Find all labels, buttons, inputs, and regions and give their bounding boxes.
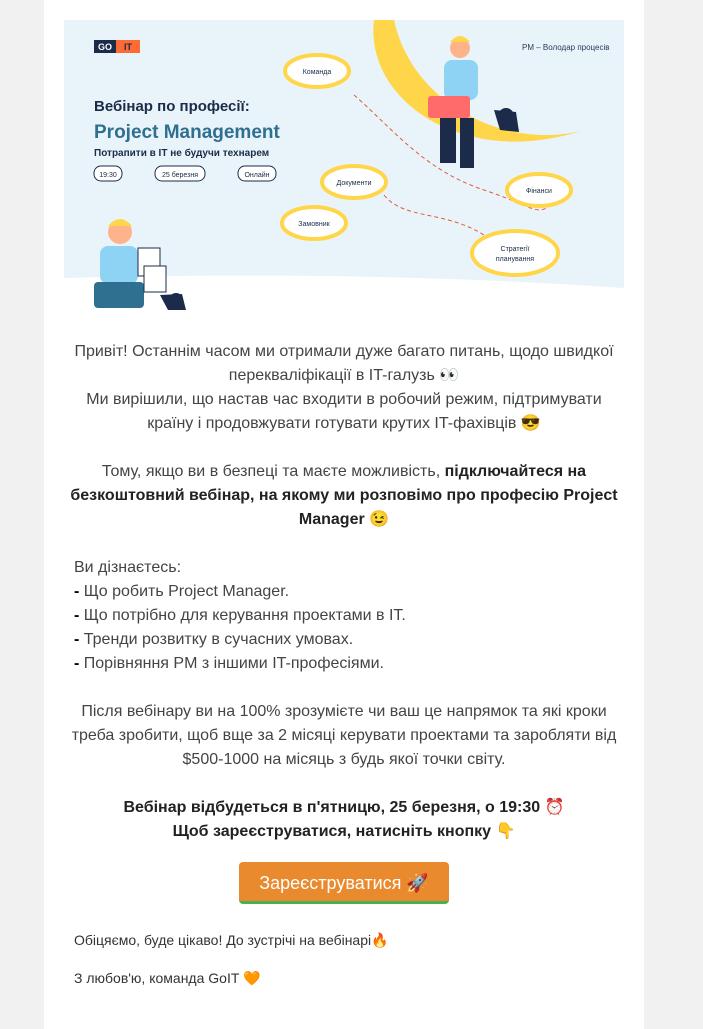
bullet-dash: - xyxy=(74,607,80,624)
learn-title: Ви дізнаєтесь: xyxy=(74,559,182,576)
bubble-strategy-2: планування xyxy=(495,256,535,263)
intro-paragraph: Привіт! Останнім часом ми отримали дуже багато питань, щодо швидкої перекваліфікації в IT-галузь 👀 xyxy=(74,343,614,384)
pill-time: 19:30 xyxy=(99,172,117,179)
crescent-moon xyxy=(373,20,584,142)
learn-item-text: Що робить Project Manager. xyxy=(83,583,290,600)
invite-emoji: 😉 xyxy=(364,511,390,528)
banner-tagline: PM – Володар процесів xyxy=(522,43,610,52)
signoff-text: З любов'ю, команда GoIT 🧡 xyxy=(74,970,261,986)
learn-item xyxy=(64,652,624,676)
banner-title-line1: Вебінар по професії: xyxy=(94,98,250,115)
bubble-docs: Документи xyxy=(336,180,372,187)
webinar-date-line: Вебінар відбудеться в п'ятницю, 25 березня, о 19:30 ⏰ xyxy=(123,799,565,816)
bubble-client: Замовник xyxy=(298,221,330,228)
bubble-strategy-1: Стратегії xyxy=(500,246,530,253)
pill-date: 25 березня xyxy=(161,172,199,179)
webinar-banner xyxy=(64,20,624,318)
register-button[interactable]: Зареєструватися 🚀 xyxy=(239,862,449,904)
logo-it: IT xyxy=(124,42,132,52)
email-body xyxy=(64,340,624,987)
invite-plain: Тому, якщо ви в безпеці та маєте можливість, xyxy=(101,463,445,480)
banner-subtitle: Потрапити в IT не будучи технарем xyxy=(94,148,270,159)
bubble-team: Команда xyxy=(302,69,332,76)
pill-format: Онлайн xyxy=(244,172,270,179)
learn-item-text: Тренди розвитку в сучасних умовах. xyxy=(83,631,354,648)
email-card xyxy=(44,0,644,1029)
after-webinar-paragraph: Після вебінару ви на 100% зрозумієте чи ваш це напрямок та які кроки треба зробити, щоб вще за 2 місяці керувати проектами та заробляти від $500-1000 на місяць з будь якої точки світу. xyxy=(71,703,617,768)
register-button-wrap xyxy=(64,862,624,904)
mission-paragraph: Ми вирішили, що настав час входити в робочий режим, підтримувати країну і продовжувати готувати крутих IT-фахівців 😎 xyxy=(86,391,602,432)
banner-title-line2: Project Management xyxy=(94,122,280,143)
promise-text: Обіцяємо, буде цікаво! До зустрічі на вебінарі🔥 xyxy=(74,932,389,948)
learn-item-text: Порівняння PM з іншими IT-професіями. xyxy=(83,655,384,672)
bullet-dash: - xyxy=(74,631,80,648)
invite-paragraph xyxy=(64,460,624,532)
cta-hint: Щоб зареєструватися, натисніть кнопку 👇 xyxy=(172,823,516,840)
learn-item-text: Що потрібно для керування проектами в IT. xyxy=(83,607,406,624)
learn-section xyxy=(64,556,624,676)
learn-item xyxy=(64,604,624,628)
invite-bold: підключайтеся на безкоштовний вебінар, на якому ми розповімо про професію Project Manager xyxy=(70,463,618,528)
bullet-dash: - xyxy=(74,583,80,600)
bullet-dash: - xyxy=(74,655,80,672)
logo-go: GO xyxy=(97,42,113,52)
learn-item xyxy=(64,580,624,604)
bubble-finance: Фінанси xyxy=(526,188,552,195)
learn-item xyxy=(64,628,624,652)
banner-illustration xyxy=(64,20,624,318)
